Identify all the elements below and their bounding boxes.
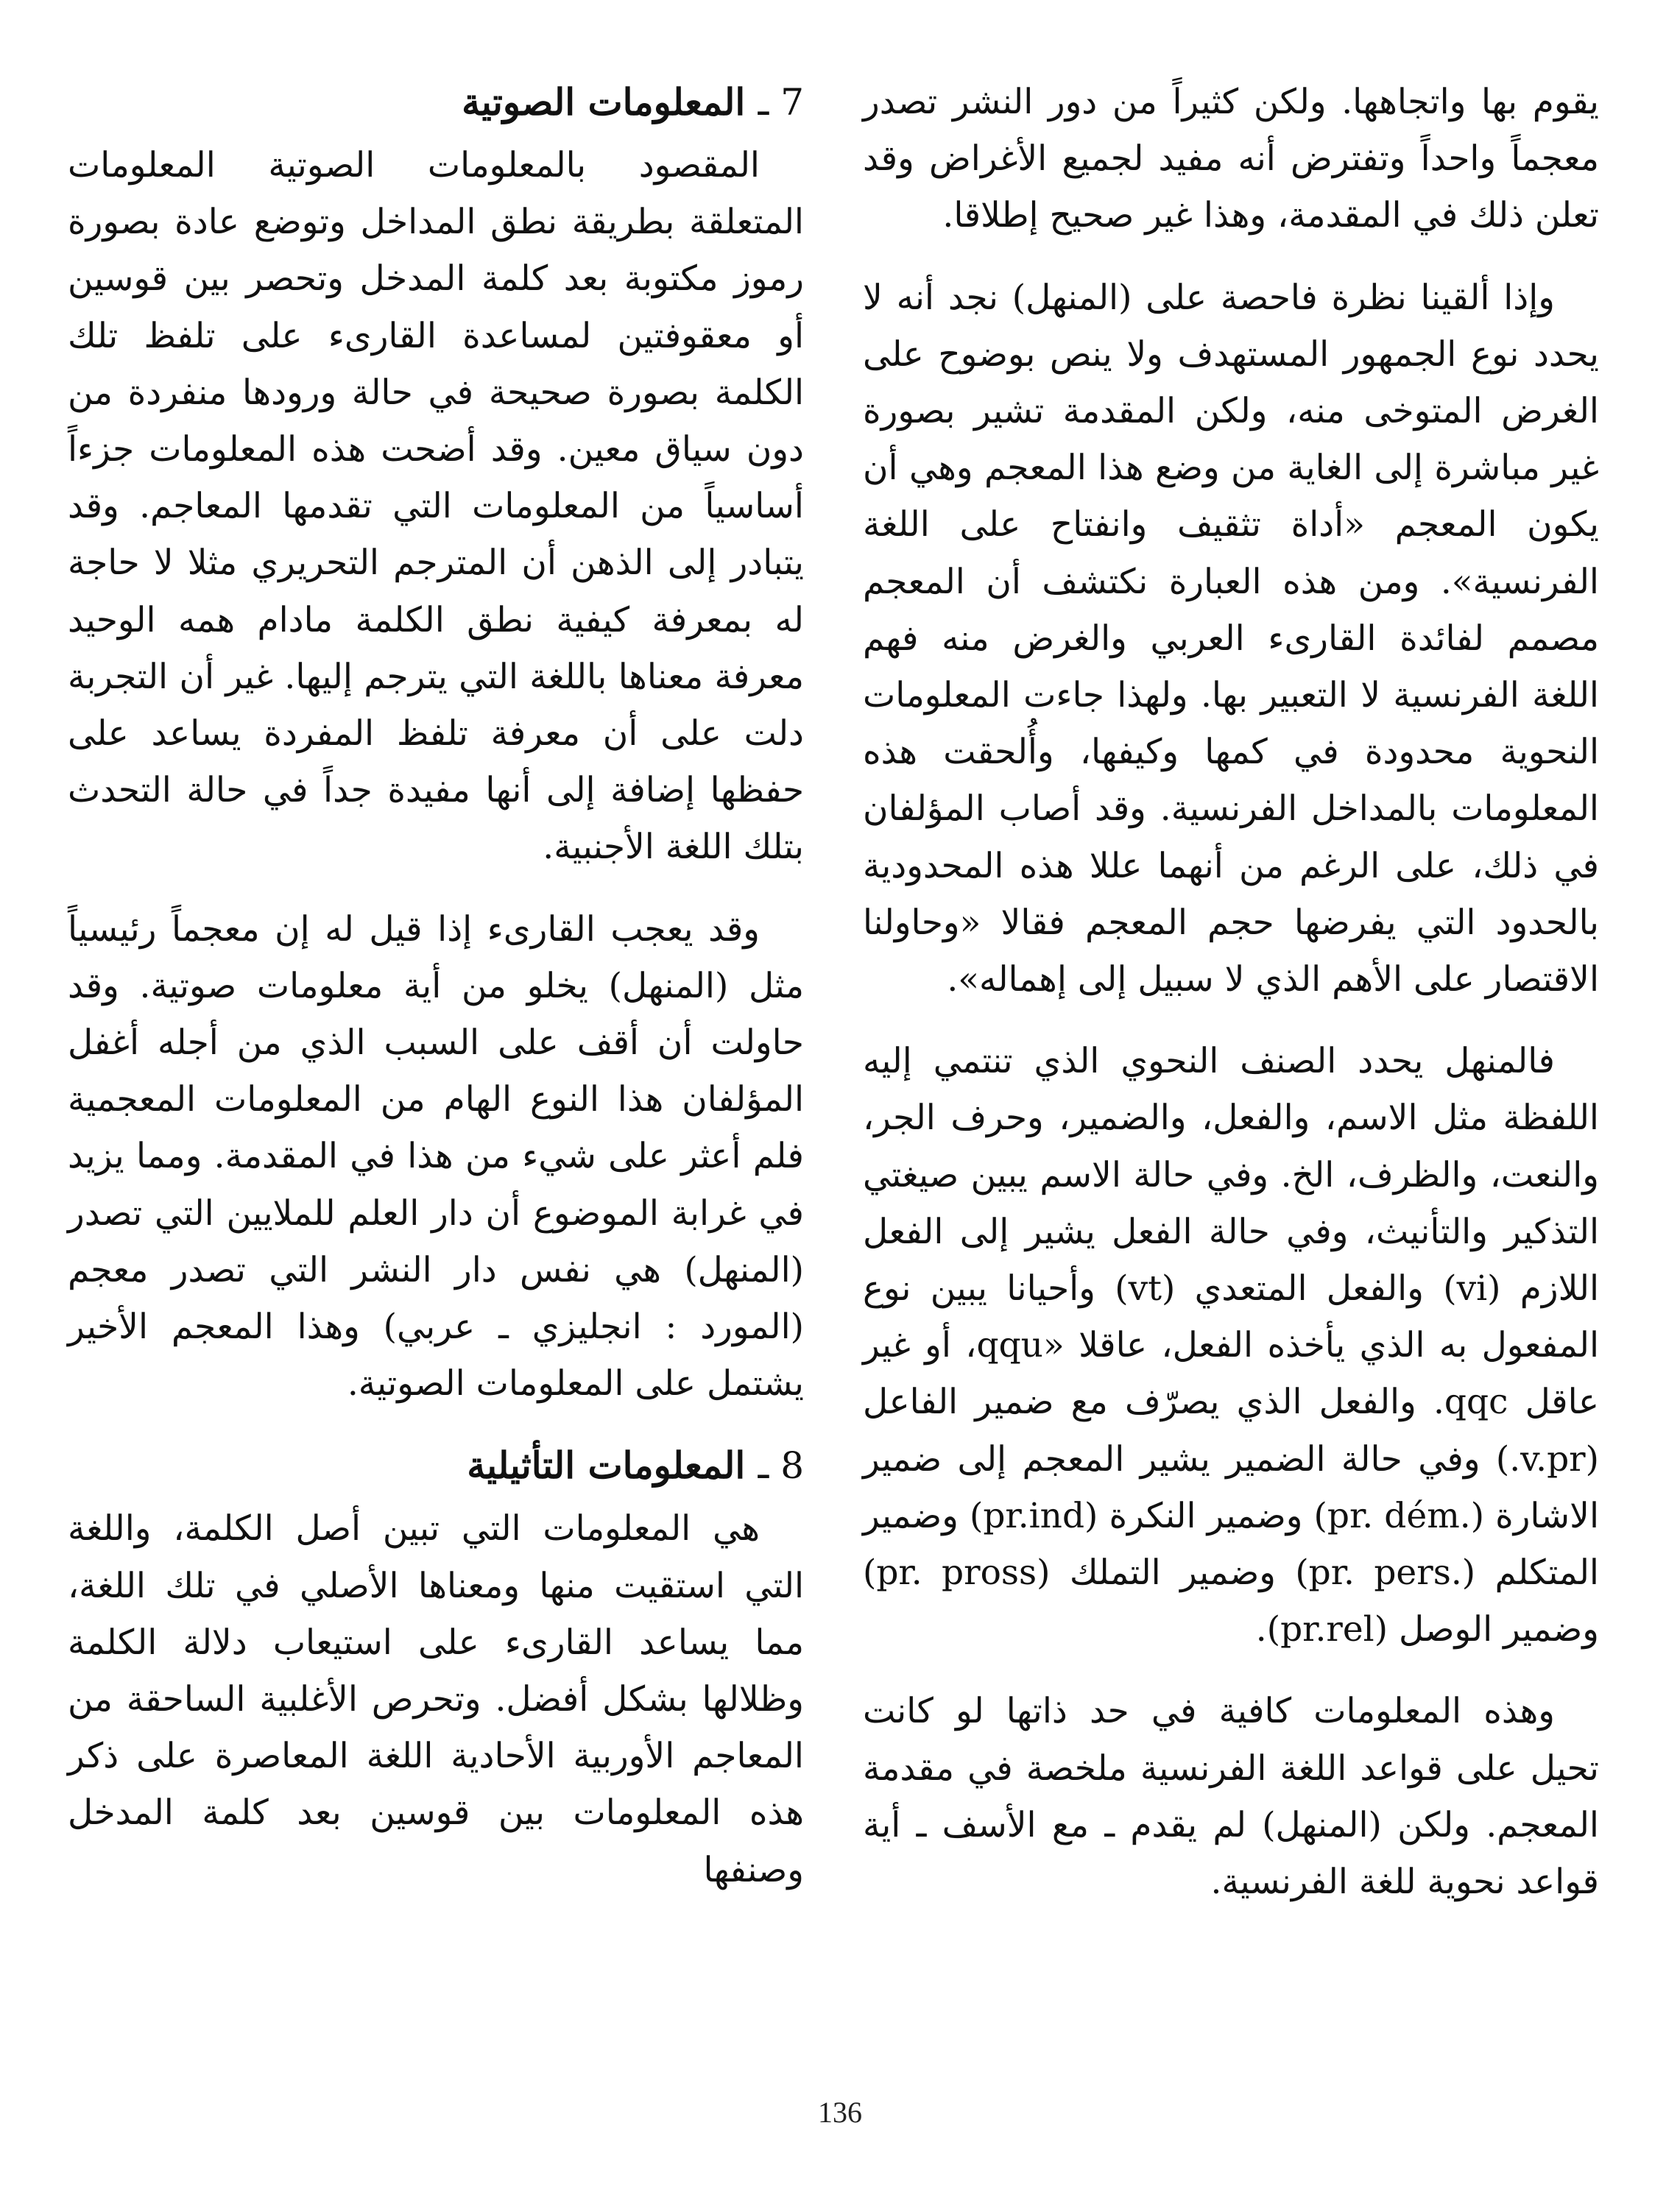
section-title: المعلومات الصوتية (462, 80, 746, 124)
body-paragraph: وقد يعجب القارىء إذا قيل له إن معجماً رئيسياً مثل (المنهل) يخلو من أية معلومات صوتية. وقد حاولت أن أقف على السبب الذي من أجله أغفل المؤلفان هذا النوع الهام من المعلومات المعجمية فلم أعثر على شيء من هذا في المقدمة. ومما يزيد في غرابة الموضوع أن دار العلم للملايين التي تصدر (المنهل) هي نفس دار النشر التي تصدر معجم (المورد : انجليزي ـ عربي) وهذا المعجم الأخير يشتمل على المعلومات الصوتية. (68, 908, 804, 1405)
section-title: المعلومات التأثيلية (467, 1444, 746, 1488)
section-number: 8 ـ (758, 1444, 804, 1488)
body-paragraph: يقوم بها واتجاهها. ولكن كثيراً من دور النشر تصدر معجماً واحداً وتفترض أنه مفيد لجميع الأغراض وقد تعلن ذلك في المقدمة، وهذا غير صحيح إطلاقا. (863, 82, 1599, 236)
body-paragraph: هي المعلومات التي تبين أصل الكلمة، واللغة التي استقيت منها ومعناها الأصلي في تلك اللغة، مما يساعد القارىء على استيعاب دلالة الكلمة وظلالها بشكل أفضل. وتحرص الأغلبية الساحقة من المعاجم الأوربية الأحادية اللغة المعاصرة على ذكر هذه المعلومات بين قوسين بعد كلمة المدخل وصنفها (68, 1508, 804, 1890)
section-number: 7 ـ (758, 81, 804, 124)
page-number: 136 (818, 2096, 862, 2129)
body-paragraph: وهذه المعلومات كافية في حد ذاتها لو كانت تحيل على قواعد اللغة الفرنسية ملخصة في مقدمة المعجم. ولكن (المنهل) لم يقدم ـ مع الأسف ـ أية قواعد نحوية للغة الفرنسية. (863, 1691, 1599, 1903)
left-column (68, 74, 804, 1923)
body-paragraph: المقصود بالمعلومات الصوتية المعلومات المتعلقة بطريقة نطق المداخل وتوضع عادة بصورة رموز مكتوبة بعد كلمة المدخل وتحصر بين قوسين أو معقوفتين لمساعدة القارىء على تلفظ تلك الكلمة بصورة صحيحة في حالة ورودها منفردة من دون سياق معين. وقد أضحت هذه المعلومات جزءاً أساسياً من المعلومات التي تقدمها المعاجم. وقد يتبادر إلى الذهن أن المترجم التحريري مثلا لا حاجة له بمعرفة كيفية نطق الكلمة مادام همه الوحيد معرفة معناها باللغة التي يترجم إليها. غير أن التجربة دلت على أن معرفة تلفظ المفردة يساعد على حفظها إضافة إلى أنها مفيدة جداً في حالة التحدث بتلك اللغة الأجنبية. (68, 145, 804, 868)
right-column (863, 74, 1599, 1935)
section-heading-phonetic (68, 74, 804, 131)
body-paragraph: فالمنهل يحدد الصنف النحوي الذي تنتمي إليه اللفظة مثل الاسم، والفعل، والضمير، وحرف الجر، والنعت، والظرف، الخ. وفي حالة الاسم يبين صيغتي التذكير والتأنيث، وفي حالة الفعل يشير إلى الفعل اللازم (vi) والفعل المتعدي (vt) وأحيانا يبين نوع المفعول به الذي يأخذه الفعل، عاقلا «qqu، أو غير عاقل qqc. والفعل الذي يصرّف مع ضمير الفاعل (v.pr.) وفي حالة الضمير يشير المعجم إلى ضمير الاشارة (.pr. dém) وضمير النكرة (pr.ind) وضمير المتكلم (.pr. pers) وضمير التملك (pr. pross) وضمير الوصل (pr.rel). (863, 1041, 1600, 1650)
body-paragraph: وإذا ألقينا نظرة فاحصة على (المنهل) نجد أنه لا يحدد نوع الجمهور المستهدف ولا ينص بوضوح على الغرض المتوخى منه، ولكن المقدمة تشير بصورة غير مباشرة إلى الغاية من وضع هذا المعجم وهي أن يكون المعجم «أداة تثقيف وانفتاح على اللغة الفرنسية». ومن هذه العبارة نكتشف أن المعجم مصمم لفائدة القارىء العربي والغرض منه فهم اللغة الفرنسية لا التعبير بها. ولهذا جاءت المعلومات النحوية محدودة في كمها وكيفها، وأُلحقت هذه المعلومات بالمداخل الفرنسية. وقد أصاب المؤلفان في ذلك، على الرغم من أنهما عللا هذه المحدودية بالحدود التي يفرضها حجم المعجم فقالا «وحاولنا الاقتصار على الأهم الذي لا سبيل إلى إهماله». (863, 277, 1599, 1000)
section-heading-etymology (68, 1437, 804, 1494)
